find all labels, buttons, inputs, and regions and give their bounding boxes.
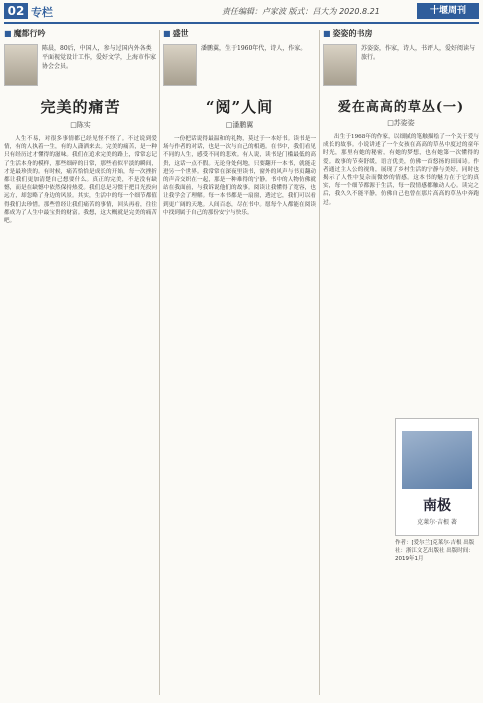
author-bio: 苏姿姿，作家，诗人，书评人，爱好阅读与旅行。: [361, 45, 476, 61]
author-box: [323, 44, 479, 88]
book-cover: [395, 418, 479, 536]
article-title: 爱在高高的草丛(一): [337, 100, 465, 115]
masthead: 十堰周刊: [417, 3, 479, 19]
section-title: 专栏: [31, 6, 53, 19]
author-photo: [4, 44, 38, 86]
author-box: [4, 44, 157, 88]
article-byline: □陈实: [70, 121, 91, 129]
column-label: ■ 魔都行吟: [4, 29, 46, 38]
cover-author: 克莱尔·吉根 著: [417, 519, 457, 526]
column-divider: [319, 30, 320, 695]
square-icon: ■: [4, 29, 12, 38]
column-divider: [159, 30, 160, 695]
page-number: 02: [4, 3, 28, 19]
article-body: 一份把话说得最温和的礼物，莫过于一本好书。读书是一场与作者的对话，也是一次与自己的相遇。在书中，我们看见不同的人生，感受不同的悲欢。有人说，读书是门槛最低的高贵，这话一点不假。无论身处何地，只要翻开一本书，就能走进另一个世界。我常常在深夜里读书，窗外的风声与书页翻动的声音交织在一起，那是一种难得的宁静。书中的人物仿佛就站在我面前，与我诉说他们的故事。阅读让我懂得了宽容，也让我学会了理解。每一本书都是一扇窗，透过它，我们可以看到更广阔的天地。人间百态，尽在书中。愿每个人都能在阅读中找到属于自己的那份安宁与快乐。: [163, 136, 316, 216]
column-1: [4, 28, 157, 698]
square-icon: ■: [323, 29, 331, 38]
author-box: [163, 44, 316, 88]
article-body: 出生于1968年的作家，以细腻的笔触描绘了一个关于爱与成长的故事。小说讲述了一个女孩在高高的草丛中度过的童年时光，那里有她的秘密，有她的梦想，也有她第一次懂得的爱。故事的节奏舒缓，语言优美，仿佛一首悠扬的田园诗。作者通过主人公的视角，展现了乡村生活的宁静与美好，同时也揭示了人性中复杂而微妙的情感。这本书的魅力在于它的真实，每一个细节都源于生活，每一段情感都触动人心。读完之后，我久久不能平静，仿佛自己也曾在那片高高的草丛中奔跑过。: [323, 134, 479, 206]
article-byline: □苏姿姿: [387, 119, 415, 127]
article-title: 完美的痛苦: [40, 98, 121, 116]
editor-meta: 责任编辑：卢家波 版式：吕大为 2020.8.21: [222, 7, 380, 16]
column-label: ■ 姿姿的书房: [323, 29, 373, 38]
column-label: ■ 盛世: [163, 29, 189, 38]
cover-caption: 作者：[爱尔兰]克莱尔·吉根 出版社：浙江文艺出版社 出版时间：2019年1月: [395, 540, 475, 562]
column-3: [323, 28, 479, 698]
article-byline: □潘鹏翼: [225, 121, 254, 129]
cover-illustration: [402, 431, 472, 489]
author-photo: [163, 44, 197, 86]
column-2: [163, 28, 316, 698]
book-cover-block: [395, 418, 479, 578]
author-photo: [323, 44, 357, 86]
cover-title: 南极: [423, 498, 451, 514]
header-rule: [4, 22, 479, 24]
square-icon: ■: [163, 29, 171, 38]
article-body: 人生不易，对很多事情都已经见怪不怪了。不过说到爱情，有的人执着一生，有的人潇洒来去。完美的痛苦，是一种只有经历过才懂得的滋味。我们在追求完美的路上，常常忘记了生活本身的模样，那些细碎的日常，那些看似平淡的瞬间，才是最珍贵的。有时候，痛苦恰恰是成长的开始，每一次挫折都让我们更加清楚自己想要什么。真正的完美，不是没有缺憾，而是在缺憾中依然保持热爱。我们总是习惯于把目光投向远方，却忽略了身边的风景。其实，生活中的每一个细节都值得我们去珍惜。那些曾经让我们痛苦的事情，回头再看，往往都成为了人生中最宝贵的财富。我想，这大概就是完美的痛苦吧。: [4, 136, 157, 225]
author-bio: 潘鹏翼，生于1960年代，诗人，作家。: [201, 45, 307, 52]
author-bio: 陈晨，80后，中国人，参与过国内外各类平面视觉设计工作，爱好文学，上海市作家协会会员。: [42, 45, 157, 70]
article-title: “阅”人间: [205, 98, 274, 116]
page-header: [0, 0, 483, 22]
